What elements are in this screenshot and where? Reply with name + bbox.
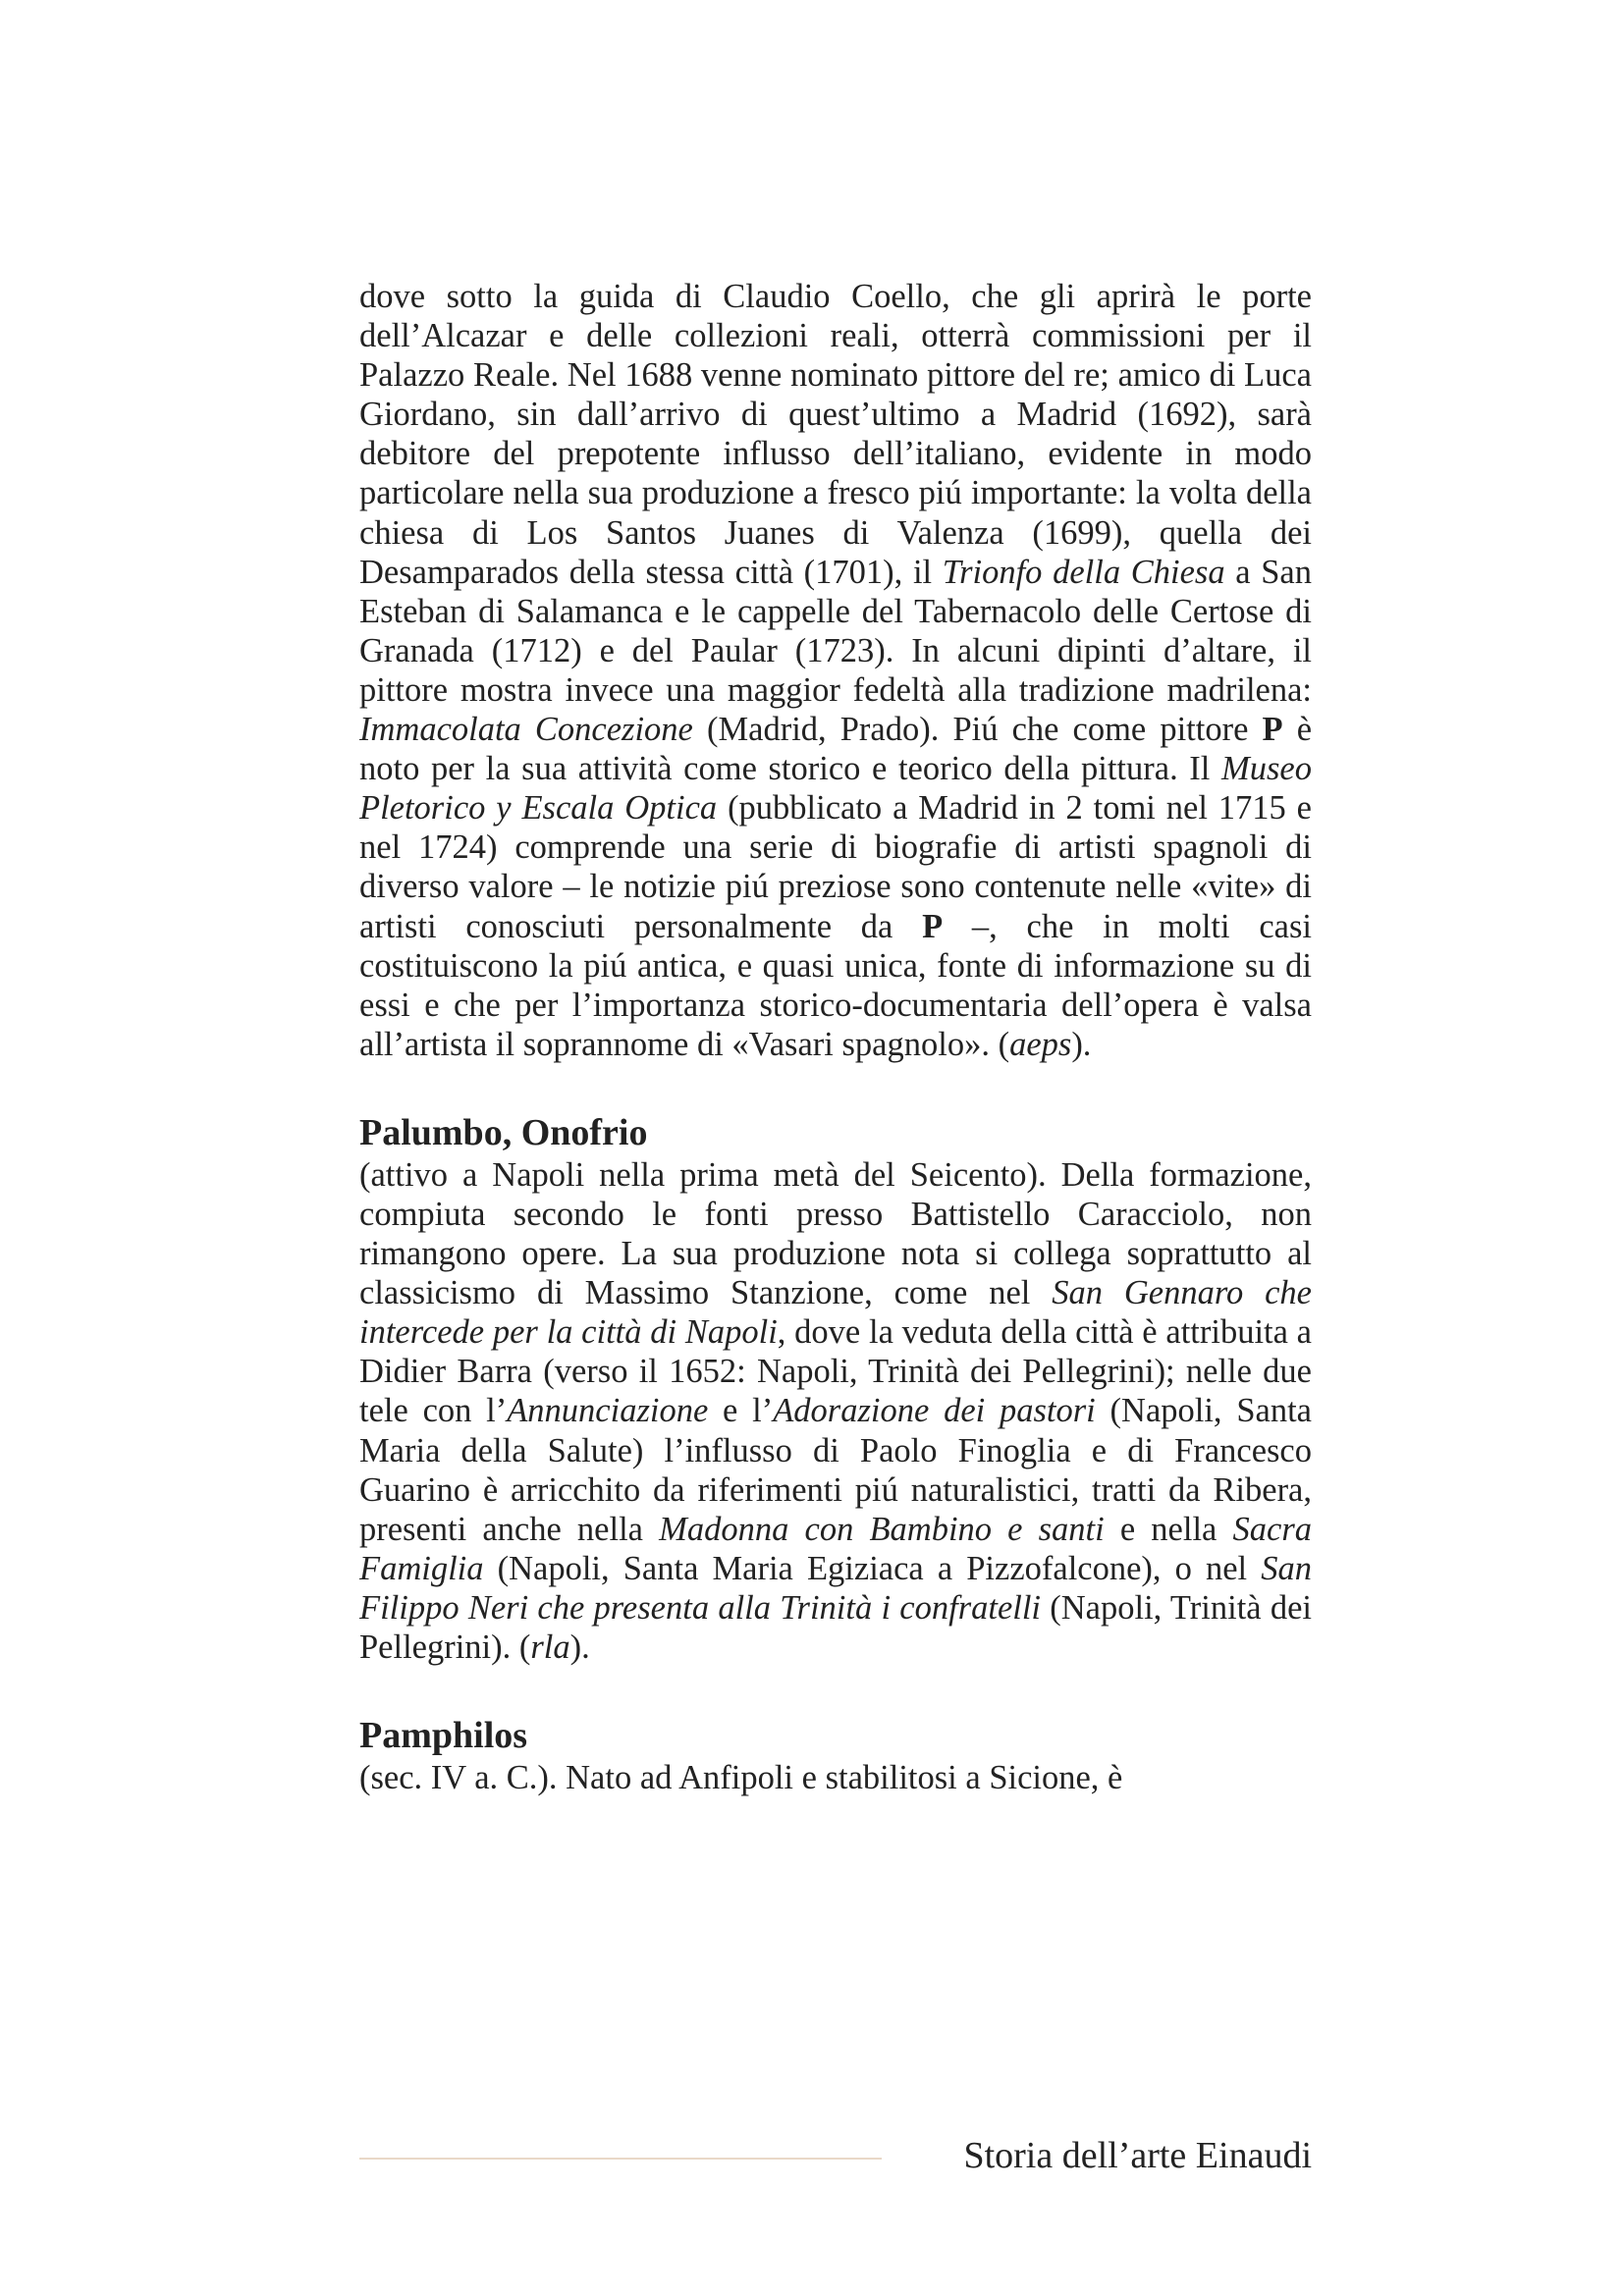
text-run: (Napoli, Santa Maria Egiziaca a Pizzofalcone), o nel xyxy=(483,1549,1262,1587)
italic-title: Madonna con Bambino e santi xyxy=(659,1510,1105,1548)
entry-text xyxy=(359,277,1312,1064)
footer-title: Storia dell’arte Einaudi xyxy=(963,2135,1312,2176)
italic-title: Immacolata Concezione xyxy=(359,711,693,749)
text-run: –, che in molti casi costituiscono la piú antica, e quasi unica, fonte di informazione su di essi e che per l’importanza storico-documentaria dell’opera è valsa all’artista il soprannome di «Vasari spagnolo». ( xyxy=(359,907,1312,1063)
italic-title: rla xyxy=(530,1629,570,1666)
entry-heading: Pamphilos xyxy=(359,1715,528,1757)
text-run: a San Esteban di Salamanca e le cappelle del Tabernacolo delle Certose di Granada (1712) e del Paular (1723). In alcuni dipinti d’altare, il pittore mostra invece una maggior fedeltà alla tradizione madrilena: xyxy=(359,553,1312,709)
text-run: (sec. IV a. C.). Nato ad Anfipoli e stabilitosi a Sicione, è xyxy=(359,1759,1123,1797)
text-run: e l’ xyxy=(708,1392,774,1430)
page-body xyxy=(359,277,1312,1797)
italic-title: aeps xyxy=(1009,1025,1072,1063)
text-run: , dove la veduta della città è attribuita a Didier Barra (verso il 1652: Napoli, Trinità dei Pellegrini); nelle due tele con l’ xyxy=(359,1313,1312,1430)
italic-title: San Filippo Neri che presenta alla Trinità i confratelli xyxy=(359,1549,1312,1627)
text-run: ). xyxy=(1071,1025,1092,1063)
text-run: (Napoli, Trinità dei Pellegrini). ( xyxy=(359,1588,1312,1666)
bold-abbreviation: P xyxy=(1262,711,1283,749)
entry-heading: Palumbo, Onofrio xyxy=(359,1111,648,1153)
text-run: (Napoli, Santa Maria della Salute) l’influsso di Paolo Finoglia e di Francesco Guarino è arricchito da riferimenti piú naturalistici, tratti da Ribera, presenti anche nella xyxy=(359,1392,1312,1548)
italic-title: Trionfo della Chiesa xyxy=(942,553,1225,591)
entry-text xyxy=(359,1758,1312,1797)
text-run: ). xyxy=(569,1629,590,1666)
entry-text xyxy=(359,1155,1312,1667)
text-run: (pubblicato a Madrid in 2 tomi nel 1715 e nel 1724) comprende una serie di biografie di artisti spagnoli di diverso valore – le notizie piú preziose sono contenute nelle «vite» di artisti conosciuti personalmente da xyxy=(359,789,1312,945)
italic-title: Museo Pletorico y Escala Optica xyxy=(359,750,1312,828)
text-run: è noto per la sua attività come storico e teorico della pittura. Il xyxy=(359,711,1313,788)
italic-title: Annunciazione xyxy=(507,1392,709,1430)
italic-title: San Gennaro che intercede per la città di Napoli xyxy=(359,1274,1312,1352)
text-run: (Madrid, Prado). Piú che come pittore xyxy=(692,711,1263,749)
italic-title: Sacra Famiglia xyxy=(359,1510,1312,1587)
footer-rule xyxy=(359,2158,882,2160)
text-run: (attivo a Napoli nella prima metà del Seicento). Della formazione, compiuta secondo le fonti presso Battistello Caracciolo, non rimangono opere. La sua produzione nota si collega soprattutto al classicismo di Massimo Stanzione, come nel xyxy=(359,1155,1312,1312)
text-run: dove sotto la guida di Claudio Coello, che gli aprirà le porte dell’Alcazar e delle collezioni reali, otterrà commissioni per il Palazzo Reale. Nel 1688 venne nominato pittore del re; amico di Luca Giordano, sin dall’arrivo di quest’ultimo a Madrid (1692), sarà debitore del prepotente influsso dell’italiano, evidente in modo particolare nella sua produzione a fresco piú importante: la volta della chiesa di Los Santos Juanes di Valenza (1699), quella dei Desamparados della stessa città (1701), il xyxy=(359,278,1312,591)
text-run: e nella xyxy=(1104,1510,1233,1548)
page-footer xyxy=(359,2133,1312,2182)
italic-title: Adorazione dei pastori xyxy=(773,1392,1096,1430)
bold-abbreviation: P xyxy=(922,907,944,945)
